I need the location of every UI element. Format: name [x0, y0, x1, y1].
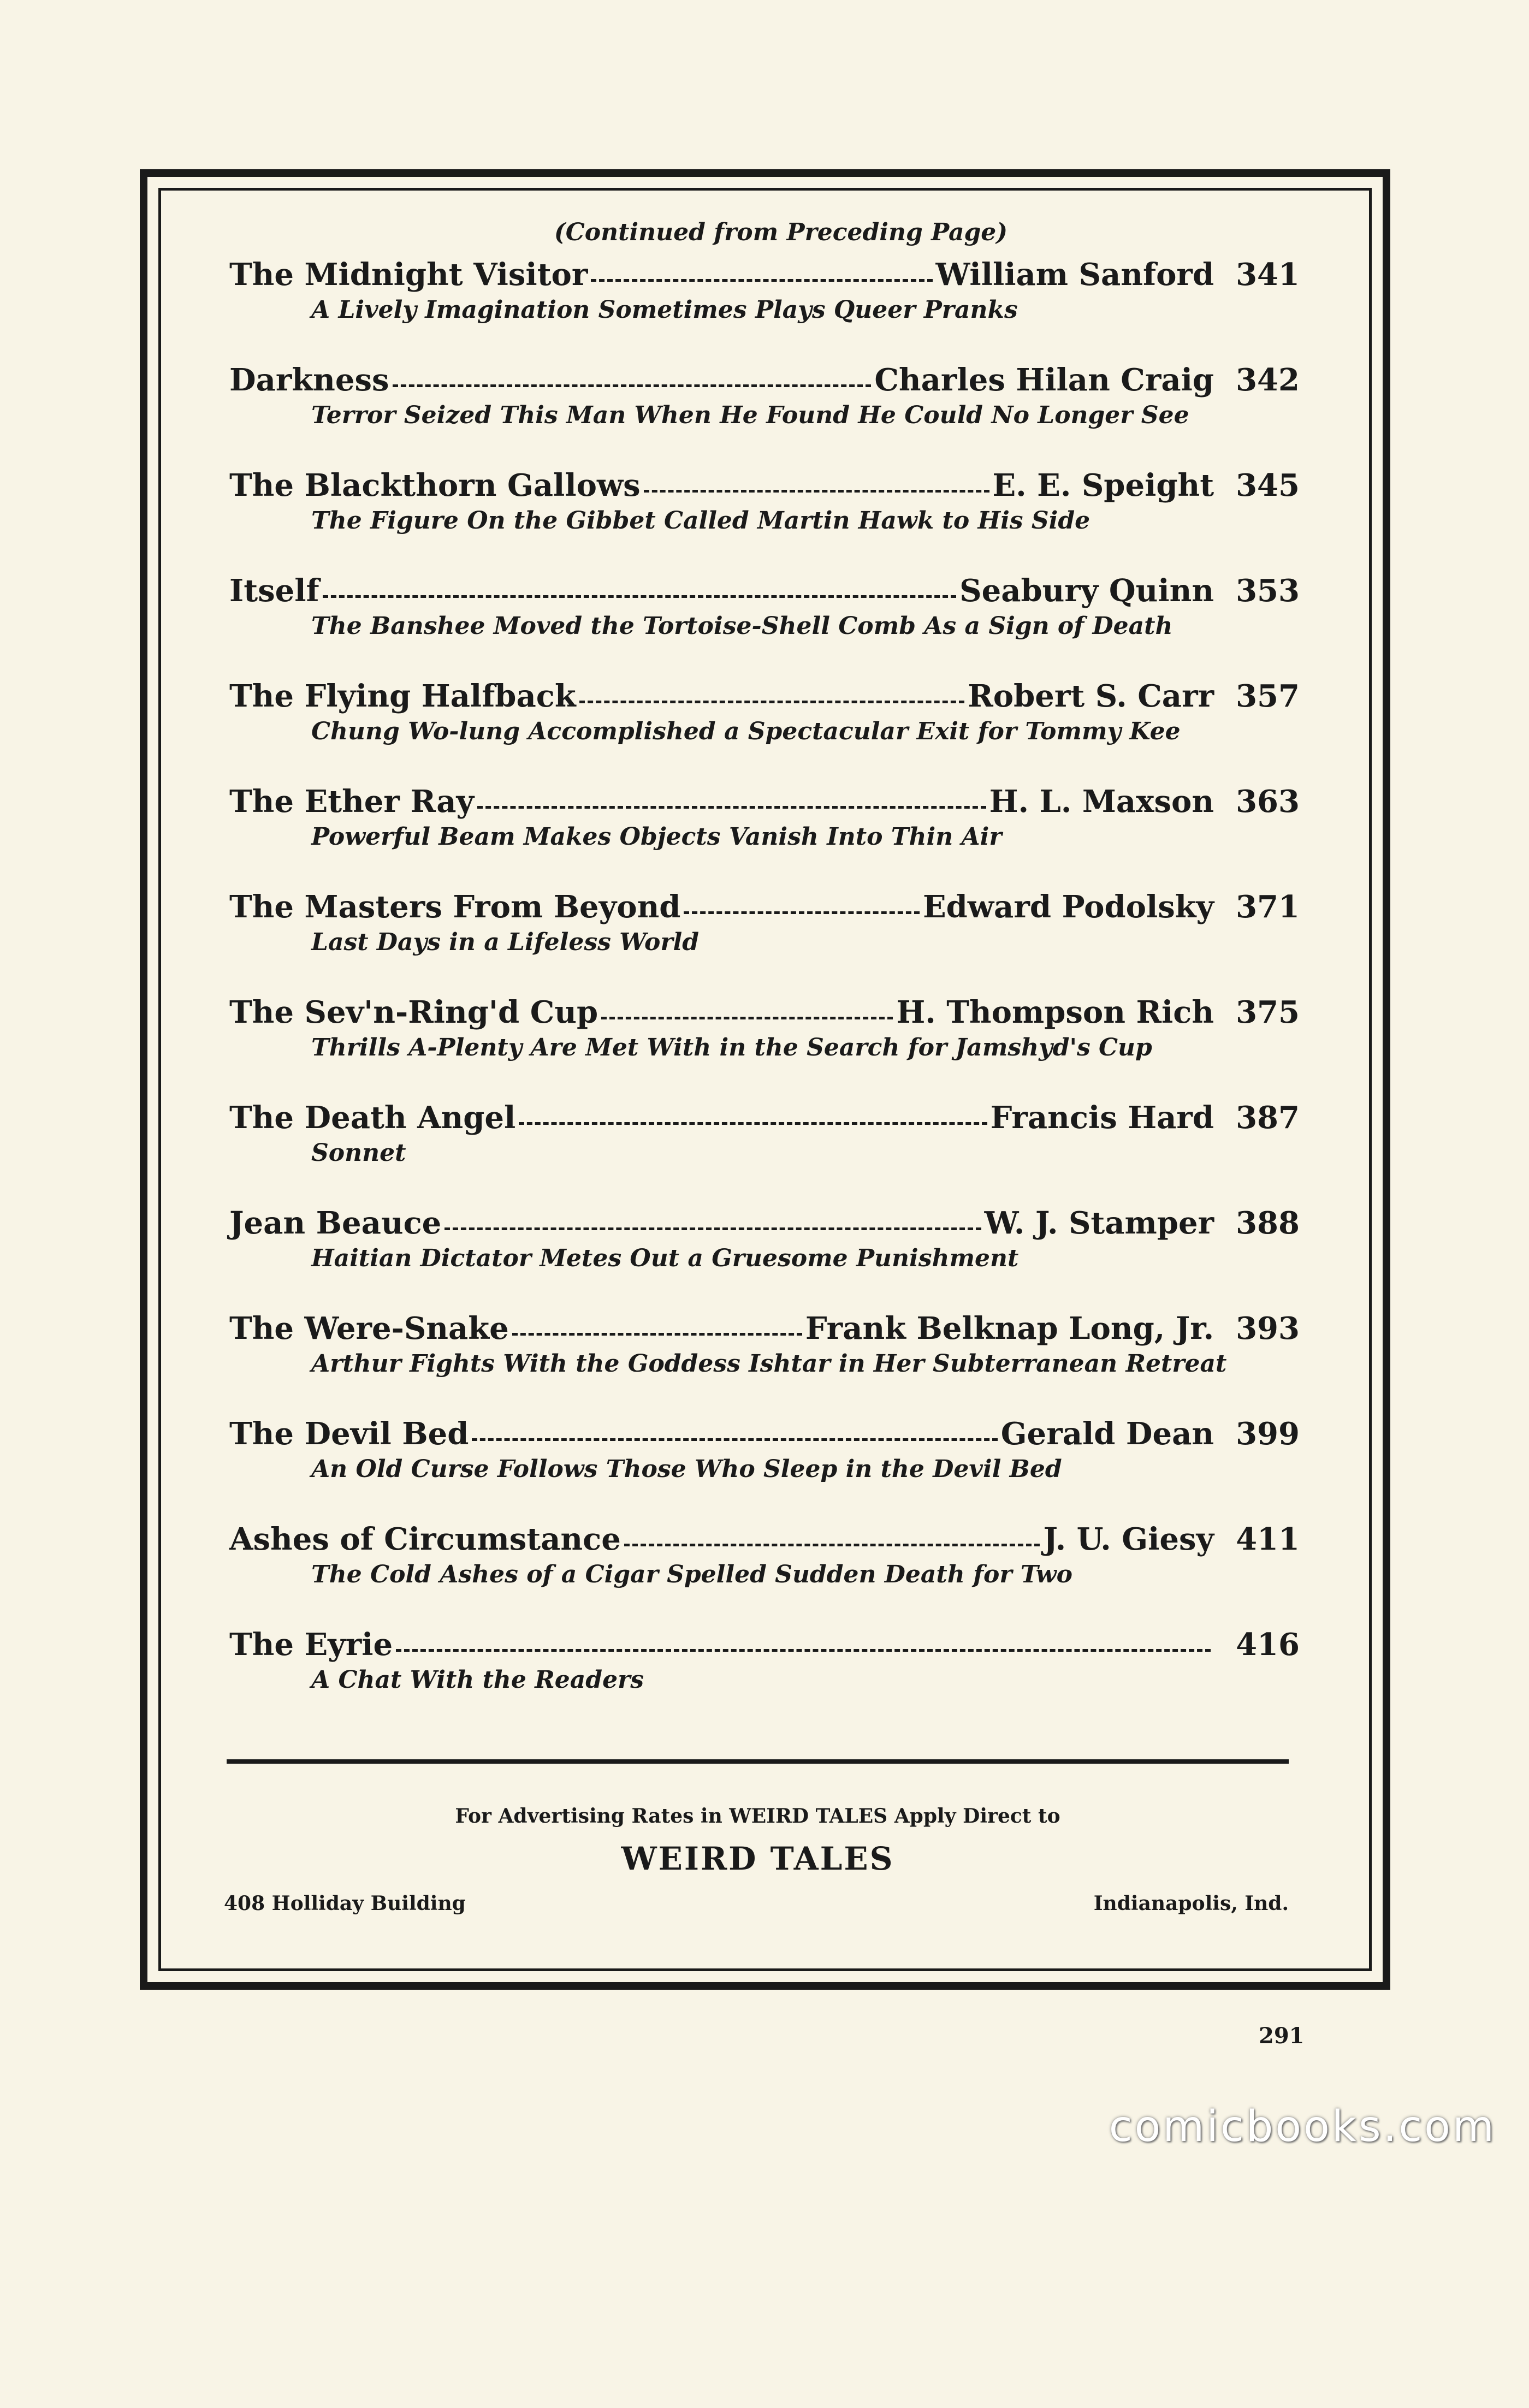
story-title: Ashes of Circumstance — [229, 1521, 621, 1557]
toc-entry — [229, 678, 1300, 784]
story-subtitle: The Banshee Moved the Tortoise-Shell Comb As a Sign of Death — [311, 612, 1173, 640]
advertising-line: For Advertising Rates in WEIRD TALES Apply Direct to — [455, 1805, 1060, 1828]
story-page: 411 — [1236, 1521, 1300, 1557]
section-divider — [227, 1759, 1289, 1764]
story-author: H. L. Maxson — [989, 784, 1214, 820]
toc-entry-line — [229, 994, 1300, 1030]
publisher-address: 408 Holliday Building — [224, 1892, 466, 1915]
story-subtitle: An Old Curse Follows Those Who Sleep in the Devil Bed — [311, 1455, 1062, 1483]
toc-entry — [229, 257, 1300, 362]
story-author: Edward Podolsky — [923, 889, 1214, 925]
story-subtitle: Thrills A-Plenty Are Met With in the Search for Jamshyd's Cup — [311, 1034, 1152, 1061]
story-page: 353 — [1236, 573, 1300, 609]
story-subtitle: A Chat With the Readers — [311, 1666, 644, 1694]
story-subtitle: Powerful Beam Makes Objects Vanish Into Thin Air — [311, 823, 1002, 851]
site-watermark: comicbooks.com — [1109, 2102, 1496, 2151]
story-subtitle: Sonnet — [311, 1139, 406, 1167]
toc-entry-line — [229, 467, 1300, 503]
story-title: Itself — [229, 573, 319, 609]
toc-entry-line — [229, 257, 1300, 293]
story-page: 375 — [1236, 994, 1300, 1030]
dot-leader — [393, 384, 872, 387]
story-title: The Sev'n-Ring'd Cup — [229, 994, 598, 1030]
dot-leader — [512, 1333, 802, 1336]
story-author: H. Thompson Rich — [896, 994, 1214, 1030]
story-author: William Sanford — [935, 257, 1214, 293]
story-page: 342 — [1236, 362, 1300, 398]
toc-entry-line — [229, 1310, 1300, 1347]
story-author: Robert S. Carr — [968, 678, 1214, 714]
story-page: 387 — [1236, 1100, 1300, 1136]
story-title: The Flying Halfback — [229, 678, 576, 714]
story-title: The Blackthorn Gallows — [229, 467, 641, 503]
toc-entry — [229, 573, 1300, 678]
story-title: The Ether Ray — [229, 784, 475, 820]
magazine-name: WEIRD TALES — [621, 1840, 894, 1877]
toc-entry-line — [229, 1100, 1300, 1136]
dot-leader — [601, 1017, 893, 1019]
story-page: 371 — [1236, 889, 1300, 925]
story-page: 357 — [1236, 678, 1300, 714]
dot-leader — [323, 595, 957, 598]
toc-entry — [229, 994, 1300, 1100]
story-title: Darkness — [229, 362, 389, 398]
entry-list — [229, 257, 1300, 1732]
story-subtitle: Last Days in a Lifeless World — [311, 928, 700, 956]
toc-entry — [229, 889, 1300, 994]
story-subtitle: A Lively Imagination Sometimes Plays Queer Pranks — [311, 296, 1018, 324]
story-author: Francis Hard — [990, 1100, 1214, 1136]
story-subtitle: Terror Seized This Man When He Found He Could No Longer See — [311, 401, 1189, 429]
dot-leader — [591, 279, 932, 282]
story-subtitle: The Cold Ashes of a Cigar Spelled Sudden Death for Two — [311, 1561, 1072, 1588]
toc-entry — [229, 784, 1300, 889]
toc-entry-line — [229, 1627, 1300, 1663]
dot-leader — [445, 1227, 981, 1230]
toc-entry-line — [229, 678, 1300, 714]
story-title: The Death Angel — [229, 1100, 516, 1136]
toc-entry — [229, 1205, 1300, 1310]
continued-note: (Continued from Preceding Page) — [554, 218, 1008, 246]
dot-leader — [624, 1544, 1040, 1546]
story-title: The Midnight Visitor — [229, 257, 588, 293]
toc-entry — [229, 1521, 1300, 1627]
dot-leader — [579, 701, 965, 703]
story-subtitle: Chung Wo-lung Accomplished a Spectacular Exit for Tommy Kee — [311, 717, 1181, 745]
dot-leader — [396, 1649, 1211, 1652]
toc-entry — [229, 467, 1300, 573]
dot-leader — [472, 1438, 997, 1441]
story-title: Jean Beauce — [229, 1205, 442, 1241]
story-author: Charles Hilan Craig — [874, 362, 1214, 398]
toc-entry-line — [229, 1416, 1300, 1452]
toc-entry-line — [229, 362, 1300, 398]
story-title: The Were-Snake — [229, 1310, 509, 1347]
toc-entry — [229, 1310, 1300, 1416]
table-of-contents — [229, 218, 1300, 1732]
toc-entry — [229, 1416, 1300, 1521]
story-subtitle: The Figure On the Gibbet Called Martin Hawk to His Side — [311, 507, 1091, 535]
story-page: 393 — [1236, 1310, 1300, 1347]
story-author: Frank Belknap Long, Jr. — [805, 1310, 1214, 1347]
story-page: 416 — [1236, 1627, 1300, 1663]
story-subtitle: Arthur Fights With the Goddess Ishtar in Her Subterranean Retreat — [311, 1350, 1227, 1378]
story-author: W. J. Stamper — [984, 1205, 1214, 1241]
story-title: The Eyrie — [229, 1627, 393, 1663]
story-subtitle: Haitian Dictator Metes Out a Gruesome Punishment — [311, 1244, 1019, 1272]
story-page: 345 — [1236, 467, 1300, 503]
publisher-city: Indianapolis, Ind. — [1093, 1892, 1289, 1915]
toc-entry — [229, 362, 1300, 467]
toc-entry-line — [229, 784, 1300, 820]
toc-entry-line — [229, 1205, 1300, 1241]
story-page: 388 — [1236, 1205, 1300, 1241]
toc-entry-line — [229, 1521, 1300, 1557]
story-title: The Devil Bed — [229, 1416, 469, 1452]
toc-entry-line — [229, 889, 1300, 925]
dot-leader — [477, 806, 986, 809]
toc-entry — [229, 1100, 1300, 1205]
toc-entry — [229, 1627, 1300, 1732]
story-author: Seabury Quinn — [959, 573, 1214, 609]
story-author: E. E. Speight — [992, 467, 1214, 503]
dot-leader — [644, 490, 989, 493]
story-page: 363 — [1236, 784, 1300, 820]
dot-leader — [684, 911, 920, 914]
dot-leader — [519, 1122, 987, 1125]
story-title: The Masters From Beyond — [229, 889, 681, 925]
story-author: J. U. Giesy — [1043, 1521, 1214, 1557]
story-page: 399 — [1236, 1416, 1300, 1452]
page-number: 291 — [1259, 2023, 1305, 2049]
story-page: 341 — [1236, 257, 1300, 293]
toc-entry-line — [229, 573, 1300, 609]
story-author: Gerald Dean — [1000, 1416, 1214, 1452]
